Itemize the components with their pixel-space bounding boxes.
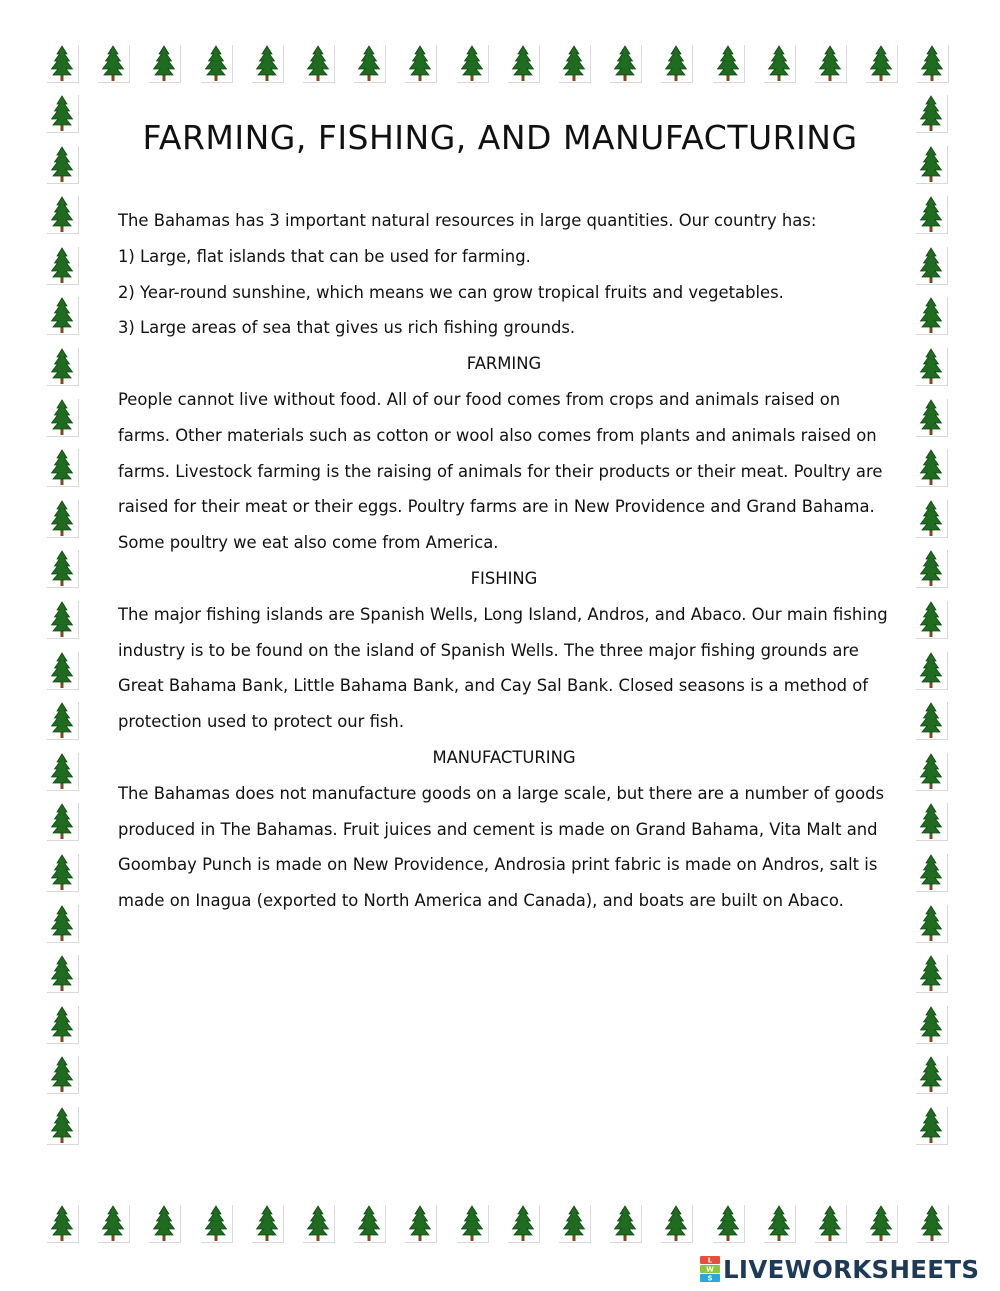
pine-tree-icon: [915, 853, 947, 891]
paragraph: The Bahamas has 3 important natural resources in large quantities. Our country has:: [118, 211, 817, 230]
liveworksheets-logo[interactable]: [700, 1252, 979, 1286]
pine-tree-icon: [712, 44, 744, 82]
svg-text:W: W: [706, 1265, 714, 1274]
pine-tree-icon: [916, 44, 948, 82]
pine-tree-icon: [46, 954, 78, 992]
pine-tree-icon: [46, 1005, 78, 1043]
pine-tree-icon: [251, 1204, 283, 1242]
pine-tree-icon: [46, 853, 78, 891]
pine-tree-icon: [97, 44, 129, 82]
pine-tree-icon: [915, 347, 947, 385]
brand-text: LIVEWORKSHEETS: [723, 1254, 980, 1284]
pine-tree-icon: [46, 904, 78, 942]
pine-tree-icon: [46, 246, 78, 284]
pine-tree-icon: [456, 44, 488, 82]
pine-tree-icon: [915, 1005, 947, 1043]
pine-tree-icon: [507, 44, 539, 82]
pine-tree-icon: [46, 1055, 78, 1093]
page-title: FARMING, FISHING, AND MANUFACTURING: [142, 118, 858, 157]
pine-tree-icon: [915, 600, 947, 638]
pine-tree-icon: [46, 802, 78, 840]
pine-tree-icon: [915, 549, 947, 587]
svg-text:L: L: [707, 1256, 713, 1265]
pine-tree-icon: [915, 752, 947, 790]
pine-tree-icon: [915, 651, 947, 689]
pine-tree-icon: [915, 1055, 947, 1093]
pine-tree-icon: [353, 44, 385, 82]
pine-tree-icon: [558, 44, 590, 82]
pine-tree-icon: [46, 1204, 78, 1242]
pine-tree-icon: [46, 296, 78, 334]
paragraph: People cannot live without food. All of our food comes from crops and animals raised on farms. Other materials such as cotton or wool also comes from plants and animals raised on farms. Livestock farming is the raising of animals for their products or their meat. Poultry are raised for their meat or their eggs. Poultry farms are in New Providence and Grand Bahama. Some poultry we eat also come from America.: [118, 389, 883, 553]
pine-tree-icon: [763, 44, 795, 82]
pine-tree-icon: [97, 1204, 129, 1242]
pine-tree-icon: [915, 802, 947, 840]
pine-tree-icon: [915, 448, 947, 486]
pine-tree-icon: [200, 1204, 232, 1242]
pine-tree-icon: [814, 1204, 846, 1242]
pine-tree-icon: [558, 1204, 590, 1242]
document-body: [118, 203, 890, 919]
pine-tree-icon: [916, 1204, 948, 1242]
pine-tree-icon: [660, 1204, 692, 1242]
pine-tree-icon: [763, 1204, 795, 1242]
pine-tree-icon: [712, 1204, 744, 1242]
pine-tree-icon: [302, 1204, 334, 1242]
section-heading: FISHING: [470, 568, 538, 588]
pine-tree-icon: [660, 44, 692, 82]
pine-tree-icon: [46, 1106, 78, 1144]
liveworksheets-mark-icon: [700, 1256, 720, 1282]
pine-tree-icon: [46, 549, 78, 587]
pine-tree-icon: [404, 44, 436, 82]
pine-tree-icon: [915, 398, 947, 436]
pine-tree-icon: [915, 954, 947, 992]
pine-tree-icon: [915, 195, 947, 233]
paragraph: The major fishing islands are Spanish Wells, Long Island, Andros, and Abaco. Our main fishing industry is to be found on the island of Spanish Wells. The three major fishing grounds are Great Bahama Bank, Little Bahama Bank, and Cay Sal Bank. Closed seasons is a method of protection used to protect our fish.: [118, 604, 888, 732]
section-heading: MANUFACTURING: [432, 747, 576, 767]
pine-tree-icon: [865, 44, 897, 82]
pine-tree-icon: [46, 499, 78, 537]
pine-tree-icon: [148, 1204, 180, 1242]
pine-tree-icon: [302, 44, 334, 82]
pine-tree-icon: [46, 752, 78, 790]
pine-tree-icon: [404, 1204, 436, 1242]
pine-tree-icon: [915, 701, 947, 739]
pine-tree-icon: [456, 1204, 488, 1242]
pine-tree-icon: [200, 44, 232, 82]
pine-tree-icon: [46, 347, 78, 385]
pine-tree-icon: [46, 44, 78, 82]
pine-tree-icon: [251, 44, 283, 82]
pine-tree-icon: [915, 1106, 947, 1144]
pine-tree-icon: [915, 296, 947, 334]
pine-tree-icon: [353, 1204, 385, 1242]
paragraph: 1) Large, flat islands that can be used for farming.: [118, 246, 531, 266]
pine-tree-icon: [915, 904, 947, 942]
pine-tree-icon: [148, 44, 180, 82]
pine-tree-icon: [814, 44, 846, 82]
pine-tree-icon: [915, 499, 947, 537]
pine-tree-icon: [507, 1204, 539, 1242]
pine-tree-icon: [865, 1204, 897, 1242]
paragraph: 3) Large areas of sea that gives us rich fishing grounds.: [118, 318, 576, 338]
paragraph: 2) Year-round sunshine, which means we can grow tropical fruits and vegetables.: [118, 282, 784, 302]
section-heading: FARMING: [466, 354, 542, 374]
pine-tree-icon: [609, 1204, 641, 1242]
svg-text:S: S: [707, 1274, 713, 1282]
pine-tree-icon: [46, 448, 78, 486]
pine-tree-icon: [609, 44, 641, 82]
pine-tree-icon: [46, 701, 78, 739]
pine-tree-icon: [46, 600, 78, 638]
paragraph: The Bahamas does not manufacture goods on a large scale, but there are a number of goods produced in The Bahamas. Fruit juices and cement is made on Grand Bahama, Vita Malt and Goombay Punch is made on New Providence, Androsia print fabric is made on Andros, salt is made on Inagua (exported to North America and Canada), and boats are built on Abaco.: [118, 783, 885, 911]
pine-tree-icon: [46, 398, 78, 436]
pine-tree-icon: [46, 651, 78, 689]
pine-tree-icon: [46, 195, 78, 233]
pine-tree-icon: [915, 246, 947, 284]
